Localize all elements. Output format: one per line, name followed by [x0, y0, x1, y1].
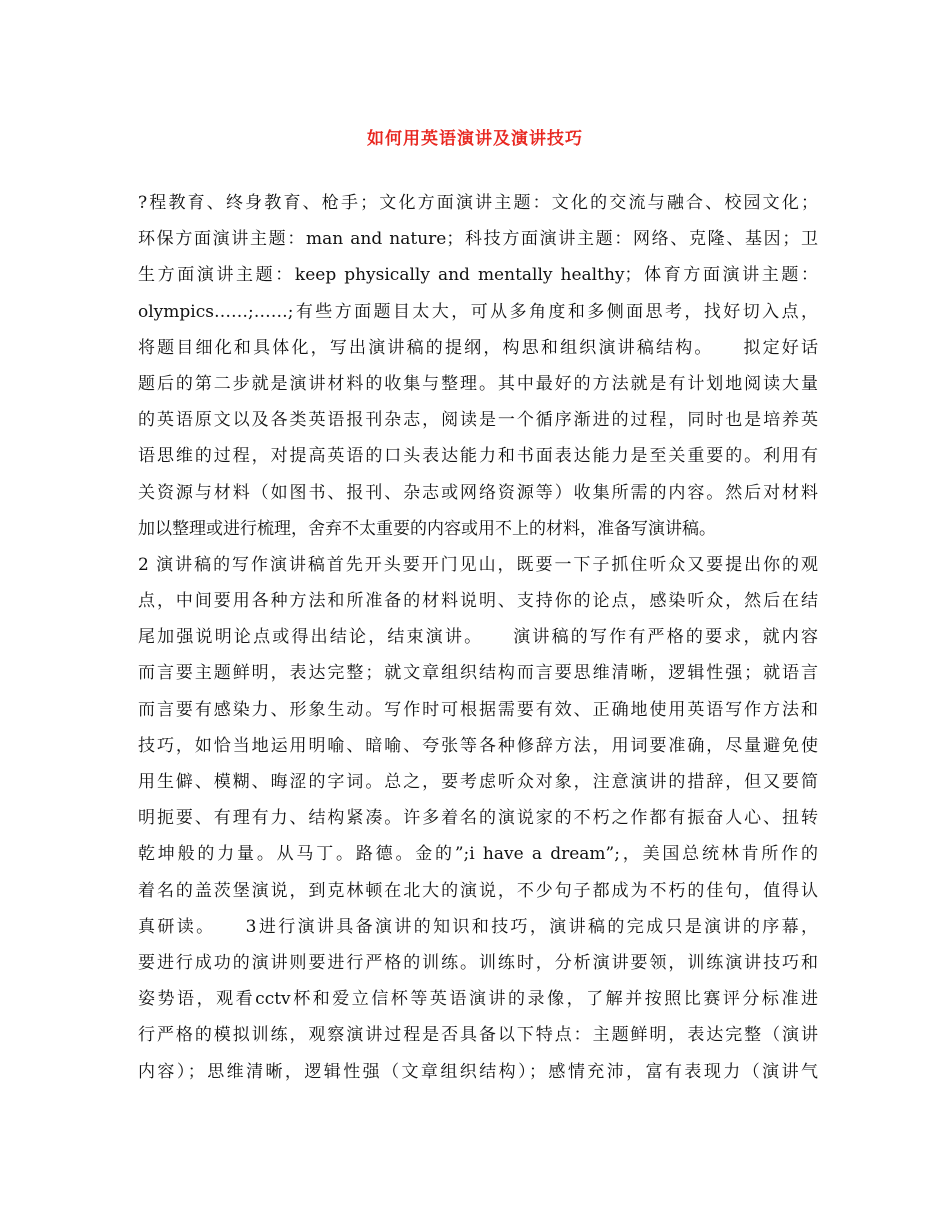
body-text-line: 加以整理或进行梳理，舍弃不太重要的内容或用不上的材料，准备写演讲稿。	[138, 518, 716, 539]
body-text-line: 要进行成功的演讲则要进行严格的训练。训练时，分析演讲要领，训练演讲技巧和	[138, 952, 818, 973]
body-text-line: 的英语原文以及各类英语报刊杂志，阅读是一个循序渐进的过程，同时也是培养英	[138, 410, 818, 431]
body-text-line: 姿势语，观看cctv杯和爱立信杯等英语演讲的录像，了解并按照比赛评分标准进	[138, 989, 818, 1010]
body-text-line: 生方面演讲主题：keep physically and mentally healthy；体育方面演讲主题：	[138, 265, 818, 286]
document-body	[138, 185, 818, 1090]
body-text-line: 尾加强说明论点或得出结论，结束演讲。 演讲稿的写作有严格的要求，就内容	[138, 627, 818, 648]
body-text-line: 真研读。 3进行演讲具备演讲的知识和技巧，演讲稿的完成只是演讲的序幕，	[138, 916, 818, 937]
body-text-line: 关资源与材料（如图书、报刊、杂志或网络资源等）收集所需的内容。然后对材料	[138, 482, 818, 503]
document-title: 如何用英语演讲及演讲技巧	[367, 129, 583, 149]
body-text-line: 将题目细化和具体化，写出演讲稿的提纲，构思和组织演讲稿结构。 拟定好话	[138, 337, 818, 358]
body-text-line: 技巧，如恰当地运用明喻、暗喻、夸张等各种修辞方法，用词要准确，尽量避免使	[138, 735, 818, 756]
body-text-line: 点，中间要用各种方法和所准备的材料说明、支持你的论点，感染听众，然后在结	[138, 591, 818, 612]
body-text-line: 着名的盖茨堡演说，到克林顿在北大的演说，不少句子都成为不朽的佳句，值得认	[138, 880, 818, 901]
body-text-line: 明扼要、有理有力、结构紧凑。许多着名的演说家的不朽之作都有振奋人心、扭转	[138, 808, 818, 829]
body-text-line: ?程教育、终身教育、枪手；文化方面演讲主题：文化的交流与融合、校园文化；	[138, 193, 818, 213]
body-text-line: 内容）；思维清晰，逻辑性强（文章组织结构）；感情充沛，富有表现力（演讲气	[138, 1061, 818, 1082]
body-text-line: 题后的第二步就是演讲材料的收集与整理。其中最好的方法就是有计划地阅读大量	[138, 373, 818, 394]
body-text-line: olympics……;……;有些方面题目太大，可从多角度和多侧面思考，找好切入点，	[138, 301, 818, 322]
body-text-line: 而言要有感染力、形象生动。写作时可根据需要有效、正确地使用英语写作方法和	[138, 699, 818, 720]
body-text-line: 环保方面演讲主题：man and nature；科技方面演讲主题：网络、克隆、基因；卫	[138, 229, 818, 250]
body-text-line: 用生僻、模糊、晦涩的字词。总之，要考虑听众对象，注意演讲的措辞，但又要简	[138, 772, 818, 792]
body-text-line: 语思维的过程，对提高英语的口头表达能力和书面表达能力是至关重要的。利用有	[138, 446, 818, 467]
body-text-line: 乾坤般的力量。从马丁。路德。金的”;i have a dream”;，美国总统林肯所作的	[138, 844, 818, 865]
body-text-line: 行严格的模拟训练，观察演讲过程是否具备以下特点：主题鲜明，表达完整（演讲	[138, 1025, 818, 1046]
body-text-line: 而言要主题鲜明，表达完整；就文章组织结构而言要思维清晰，逻辑性强；就语言	[138, 663, 818, 684]
body-text-line: 2 演讲稿的写作演讲稿首先开头要开门见山，既要一下子抓住听众又要提出你的观	[138, 554, 818, 575]
